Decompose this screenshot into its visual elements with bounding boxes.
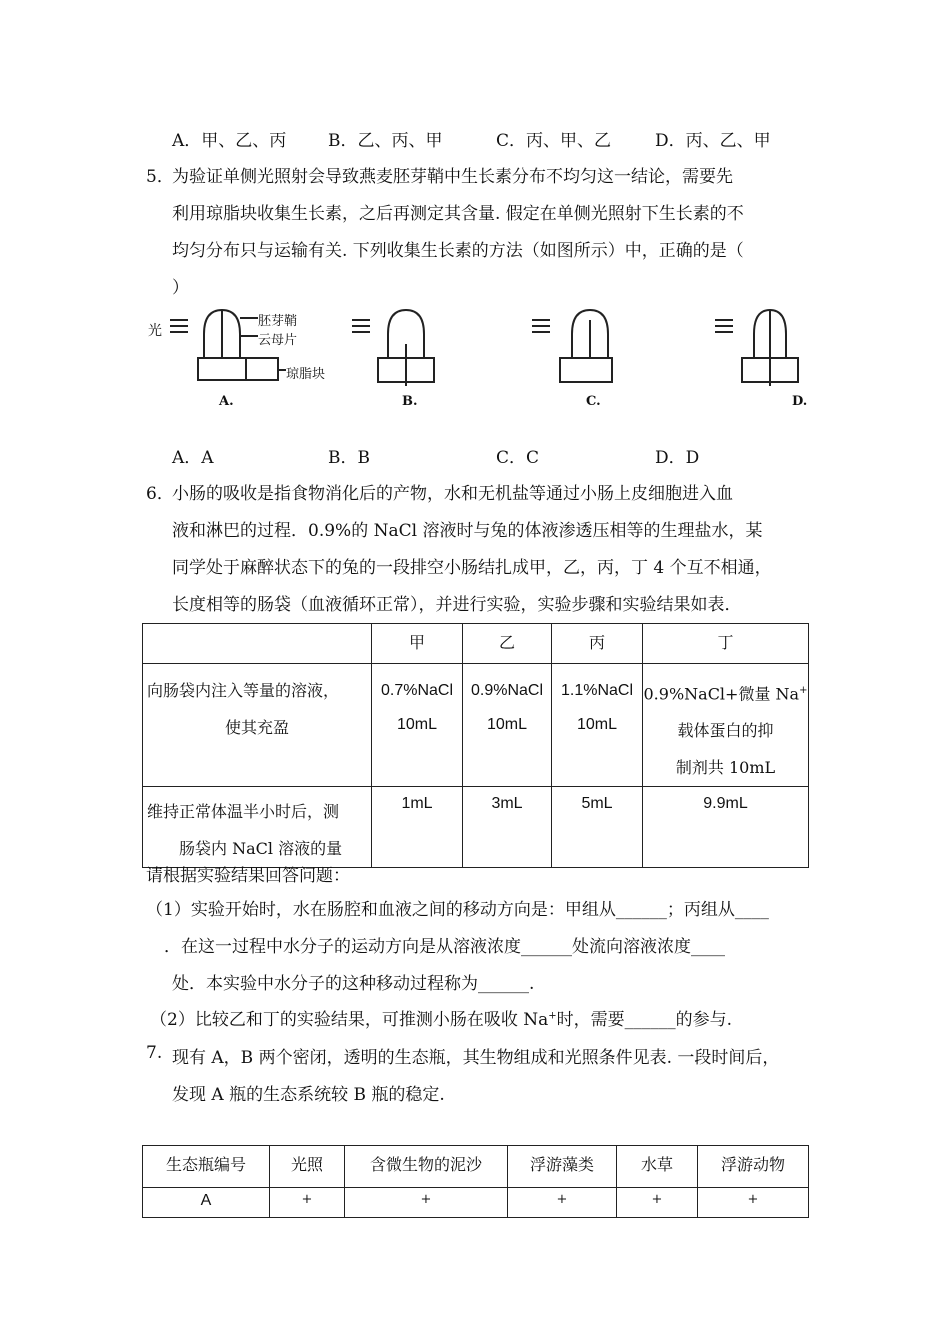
q5-line-2: 利用琼脂块收集生长素，之后再测定其含量. 假定在单侧光照射下生长素的不 <box>172 204 744 224</box>
q4-option-c: C．丙、甲、乙 <box>496 131 612 151</box>
q7-header-algae: 浮游藻类 <box>508 1146 617 1188</box>
q6-header-yi: 乙 <box>463 624 552 664</box>
q7-line-2: 发现 A 瓶的生态系统较 B 瓶的稳定. <box>172 1085 445 1105</box>
q6-sub1-line-2: ．在这一过程中水分子的运动方向是从溶液浓度______处流向溶液浓度____ <box>164 937 725 957</box>
q6-row2-ding: 9.9mL <box>643 787 809 868</box>
q7-table-row-a <box>143 1188 809 1218</box>
q6-row1-ding: 0.9%NaCl+微量 Na+ 载体蛋白的抑 制剂共 10mL <box>643 664 809 787</box>
q5-line-1: 为验证单侧光照射会导致燕麦胚芽鞘中生长素分布不均匀这一结论，需要先 <box>172 167 733 187</box>
q7-table <box>142 1145 809 1218</box>
agar-block-a-top <box>198 358 246 380</box>
q6-header-blank <box>143 624 372 664</box>
q6-header-bing: 丙 <box>552 624 643 664</box>
q7-row-a-light: + <box>270 1188 345 1218</box>
q7-row-a-zooplankton: + <box>698 1188 809 1218</box>
q6-row2-jia: 1mL <box>372 787 463 868</box>
q5-option-b: B．B <box>328 448 370 468</box>
q7-number: 7. <box>146 1043 163 1063</box>
q6-header-jia: 甲 <box>372 624 463 664</box>
q6-line-1: 小肠的吸收是指食物消化后的产物，水和无机盐等通过小肠上皮细胞进入血 <box>172 484 733 504</box>
q7-row-a-waterweed: + <box>617 1188 698 1218</box>
diagram-label-a: A. <box>219 394 234 409</box>
q6-sub1-line-3: 处．本实验中水分子的这种移动过程称为______. <box>172 974 535 994</box>
q6-row1-yi: 0.9%NaCl 10mL <box>463 664 552 787</box>
q7-header-zooplankton: 浮游动物 <box>698 1146 809 1188</box>
q7-header-bottle: 生态瓶编号 <box>143 1146 270 1188</box>
light-arrows-d <box>715 320 733 332</box>
light-arrows-a <box>170 320 188 332</box>
q5-option-d: D．D <box>655 448 700 468</box>
q6-sub2: （2）比较乙和丁的实验结果，可推测小肠在吸收 Na+时，需要______的参与. <box>150 1010 733 1030</box>
q5-number: 5． <box>146 167 174 187</box>
q7-row-a-algae: + <box>508 1188 617 1218</box>
light-label: 光 <box>148 323 162 339</box>
agar-label: 琼脂块 <box>286 367 326 382</box>
light-arrows-b <box>352 320 370 332</box>
q7-line-1: 现有 A，B 两个密闭，透明的生态瓶，其生物组成和光照条件见表. 一段时间后， <box>172 1048 780 1068</box>
q6-table-row-2 <box>143 787 809 868</box>
q6-row2-bing: 5mL <box>552 787 643 868</box>
q6-line-4: 长度相等的肠袋（血液循环正常），并进行实验，实验步骤和实验结果如表． <box>172 595 742 615</box>
q5-option-c: C．C <box>496 448 540 468</box>
q6-number: 6． <box>146 484 174 504</box>
q4-option-a: A．甲、乙、丙 <box>172 131 287 151</box>
q7-table-header-row <box>143 1146 809 1188</box>
q6-line-2: 液和淋巴的过程．0.9%的 NaCl 溶液时与兔的体液渗透压相等的生理盐水，某 <box>172 521 763 541</box>
q7-row-a-sediment: + <box>345 1188 508 1218</box>
q7-header-light: 光照 <box>270 1146 345 1188</box>
q6-row2-yi: 3mL <box>463 787 552 868</box>
coleoptile-diagrams <box>140 306 820 416</box>
q6-row1-jia: 0.7%NaCl 10mL <box>372 664 463 787</box>
diagram-label-c: C. <box>586 394 601 409</box>
agar-block-c <box>560 358 612 382</box>
q7-header-sediment: 含微生物的泥沙 <box>345 1146 508 1188</box>
q6-row1-label: 向肠袋内注入等量的溶液， 使其充盈 <box>143 664 372 787</box>
q5-line-3: 均匀分布只与运输有关. 下列收集生长素的方法（如图所示）中，正确的是（ <box>172 241 744 261</box>
agar-block-a <box>198 358 278 380</box>
q6-row1-bing: 1.1%NaCl 10mL <box>552 664 643 787</box>
q6-row2-label: 维持正常体温半小时后，测 肠袋内 NaCl 溶液的量 <box>143 787 372 868</box>
q7-row-a-id: A <box>143 1188 270 1218</box>
q7-header-waterweed: 水草 <box>617 1146 698 1188</box>
q6-header-ding: 丁 <box>643 624 809 664</box>
q4-option-b: B．乙、丙、甲 <box>328 131 443 151</box>
diagram-label-d: D. <box>792 394 808 409</box>
q5-line-4: ） <box>172 278 189 298</box>
q6-table-header-row <box>143 624 809 664</box>
q6-prompt: 请根据实验结果回答问题： <box>146 866 350 886</box>
coleoptile-label: 胚芽鞘 <box>258 314 298 329</box>
q6-sub1-line-1: （1）实验开始时，水在肠腔和血液之间的移动方向是：甲组从______；丙组从____ <box>146 900 769 920</box>
coleoptile-figure <box>140 306 820 416</box>
q6-line-3: 同学处于麻醉状态下的兔的一段排空小肠结扎成甲，乙，丙，丁 4 个互不相通， <box>172 558 772 578</box>
light-arrows-c <box>532 320 550 332</box>
mica-label: 云母片 <box>258 333 298 348</box>
q6-table-row-1 <box>143 664 809 787</box>
q5-option-a: A．A <box>172 448 214 468</box>
q6-table <box>142 623 809 868</box>
diagram-label-b: B. <box>402 394 418 409</box>
q4-option-d: D．丙、乙、甲 <box>655 131 771 151</box>
